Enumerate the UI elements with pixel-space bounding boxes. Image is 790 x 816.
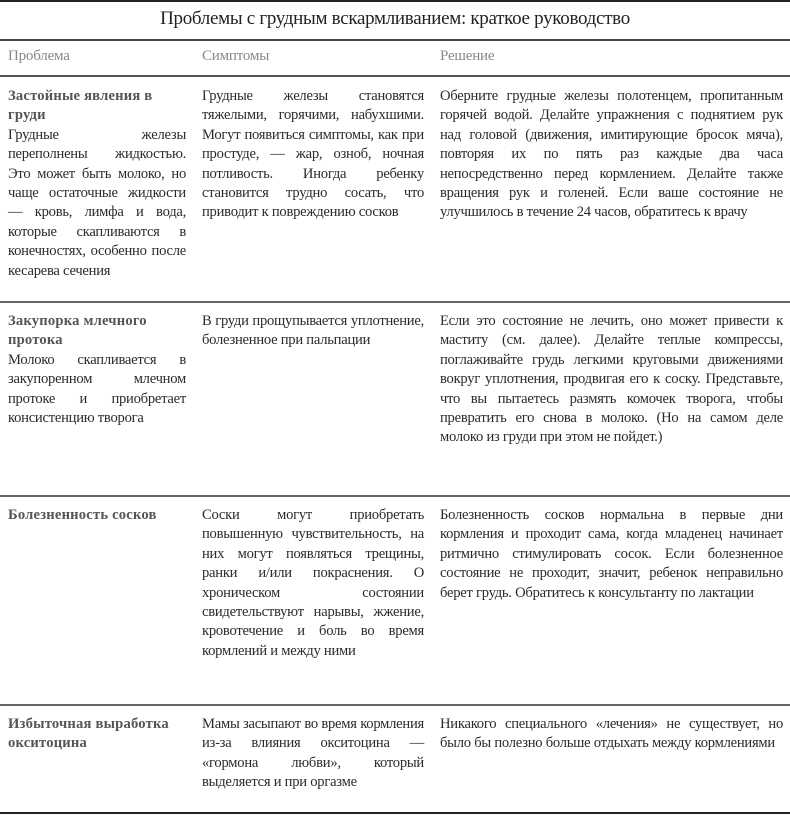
symptoms-cell: В груди прощупывается уплотнение, болезненное при пальпации bbox=[202, 313, 424, 349]
row-divider bbox=[0, 812, 790, 814]
problem-cell bbox=[8, 506, 186, 525]
solution-cell: Оберните грудные железы полотенцем, пропитанным горячей водой. Делайте упражнения с поднятием рук над головой (движения, имитирующие бросок мяча), повторяя их по пять раз каждые два часа непосредственно перед кормлением. Делайте также вращения рук и голеней. Если ваше состояние не улучшилось в течение 24 часов, обратитесь к врачу bbox=[440, 88, 783, 221]
solution-cell: Если это состояние не лечить, оно может привести к маститу (см. далее). Делайте теплые компрессы, поглаживайте грудь легкими круговыми движениями вокруг уплотнения, продвигая его к соску. Представьте, что вы пытаетесь размять комочек творога, чтобы превратить его снова в молоко. (Но на самом деле молоко из груди при этом не пойдет.) bbox=[440, 313, 783, 446]
problem-name: Болезненность сосков bbox=[8, 507, 157, 523]
table-row bbox=[0, 496, 790, 705]
symptoms-cell: Грудные железы становятся тяжелыми, горячими, набухшими. Могут появиться симптомы, как при простуде, — жар, озноб, ночная потливость. Иногда ребенку становится трудно сосать, что приводит к повреждению сосков bbox=[202, 88, 424, 221]
solution-cell: Болезненность сосков нормальна в первые дни кормления и проходит сама, когда младенец начинает ритмично стимулировать сосок. Если болезненное состояние не проходит, значит, ребенок неправильно берет грудь. Обратитесь к консультанту по лактации bbox=[440, 507, 783, 601]
table-row bbox=[0, 705, 790, 813]
title-rule bbox=[0, 39, 790, 41]
table-row bbox=[0, 302, 790, 496]
table-title: Проблемы с грудным вскармливанием: краткое руководство bbox=[160, 8, 630, 29]
problem-cell bbox=[8, 715, 186, 754]
problem-description: Молоко скапливается в закупоренном млечном протоке и приобретает консистенцию творога bbox=[8, 351, 186, 427]
symptoms-cell: Мамы засыпают во время кормления из-за влияния окситоцина — «гормона любви», который выделяется и при оргазме bbox=[202, 716, 424, 791]
symptoms-cell: Соски могут приобретать повышенную чувствительность, на них могут появляться трещины, ранки и/или покраснения. О хроническом состоянии свидетельствуют нарывы, жжение, кровотечение и боль во время кормлений и между ними bbox=[202, 507, 424, 659]
problem-cell bbox=[8, 312, 186, 428]
problem-name: Избыточная выработка окситоцина bbox=[8, 716, 169, 752]
problem-cell bbox=[8, 87, 186, 281]
table-row bbox=[0, 77, 790, 302]
top-rule bbox=[0, 0, 790, 2]
solution-cell: Никакого специального «лечения» не существует, но было бы полезно больше отдыхать между кормлениями bbox=[440, 716, 783, 752]
problem-name: Застойные явления в груди bbox=[8, 88, 153, 124]
header-problem: Проблема bbox=[8, 48, 70, 64]
problem-description: Грудные железы переполнены жидкостью. Это может быть молоко, но чаще остаточные жидкости — кровь, лимфа и вода, которые скапливаются в конечностях, особенно после кесарева сечения bbox=[8, 126, 186, 279]
header-solution: Решение bbox=[440, 48, 495, 64]
problem-name: Закупорка млечного протока bbox=[8, 313, 147, 349]
header-symptoms: Симптомы bbox=[202, 48, 270, 64]
